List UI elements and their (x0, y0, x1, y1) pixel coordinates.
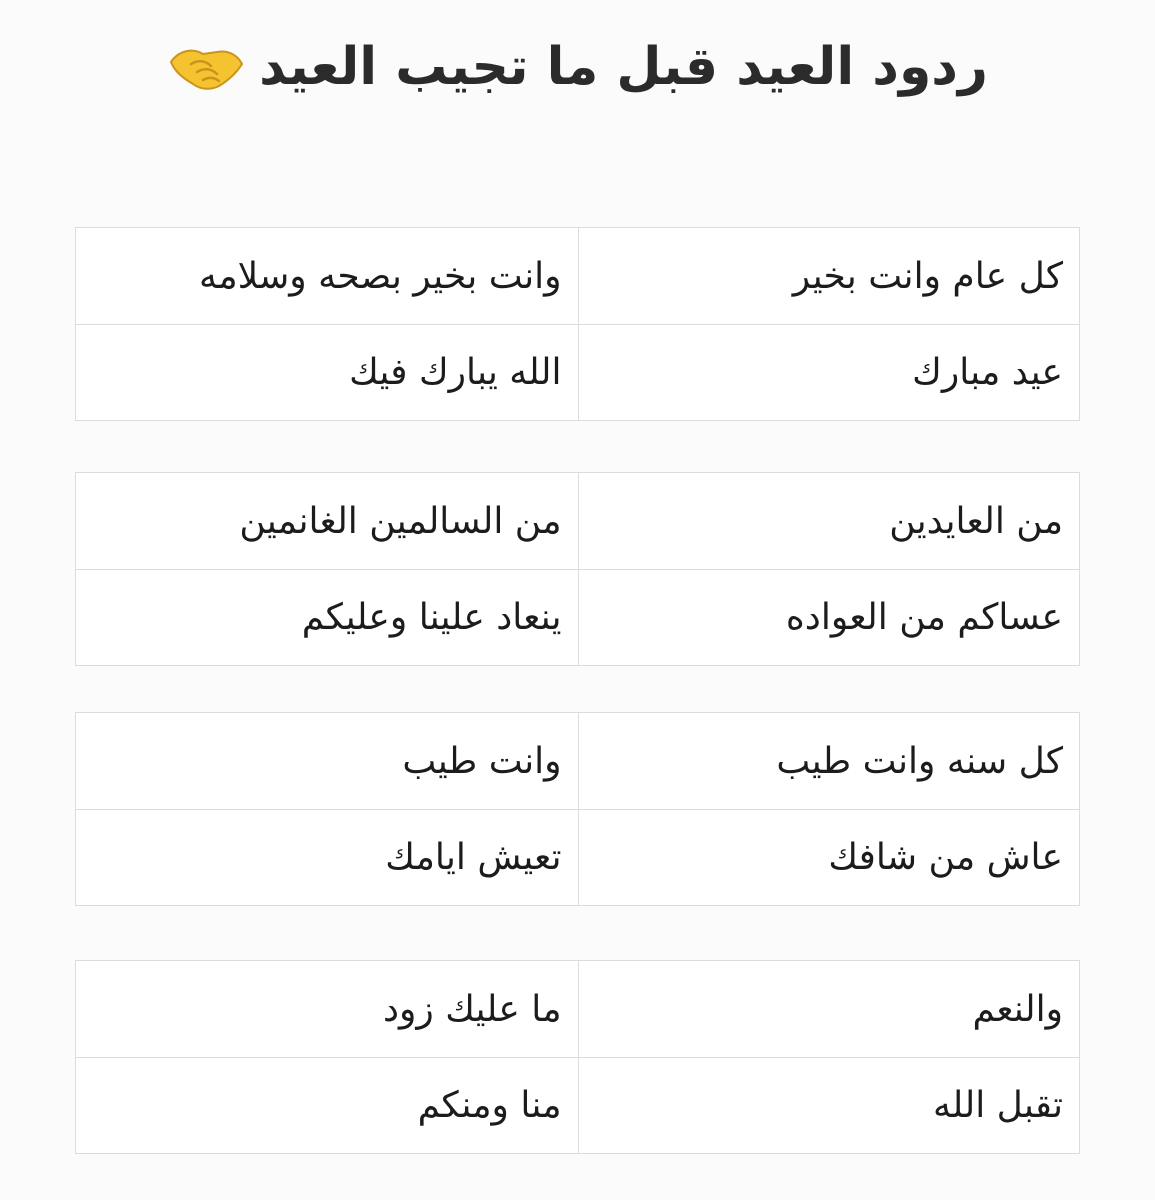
greeting-cell: عساكم من العواده (578, 570, 1080, 665)
responses-table (75, 472, 1080, 666)
page-title: ردود العيد قبل ما تجيب العيد (259, 37, 988, 97)
title-row (0, 22, 1155, 112)
greeting-cell: عاش من شافك (578, 810, 1080, 905)
greeting-cell: كل سنه وانت طيب (578, 713, 1080, 809)
reply-cell: وانت طيب (402, 740, 562, 782)
table-row (76, 473, 1079, 569)
reply-cell: وانت بخير بصحه وسلامه (199, 255, 562, 297)
table-row (76, 569, 1079, 665)
table-row (76, 324, 1079, 420)
greeting-cell: تقبل الله (578, 1058, 1080, 1153)
greeting-cell: عيد مبارك (578, 325, 1080, 420)
table-row (76, 1057, 1079, 1153)
reply-cell: تعيش ايامك (385, 837, 562, 878)
greeting-cell: والنعم (578, 961, 1080, 1057)
table-row (76, 961, 1079, 1057)
reply-cell: منا ومنكم (417, 1085, 562, 1126)
handshake-icon (167, 42, 245, 92)
responses-table (75, 227, 1080, 421)
table-row (76, 809, 1079, 905)
responses-table (75, 712, 1080, 906)
table-row (76, 713, 1079, 809)
reply-cell: ما عليك زود (382, 988, 562, 1030)
reply-cell: ينعاد علينا وعليكم (301, 597, 562, 638)
greeting-cell: من العايدين (578, 473, 1080, 569)
reply-cell: من السالمين الغانمين (239, 500, 562, 542)
reply-cell: الله يبارك فيك (349, 352, 562, 393)
responses-table (75, 960, 1080, 1154)
table-row (76, 228, 1079, 324)
greeting-cell: كل عام وانت بخير (578, 228, 1080, 324)
